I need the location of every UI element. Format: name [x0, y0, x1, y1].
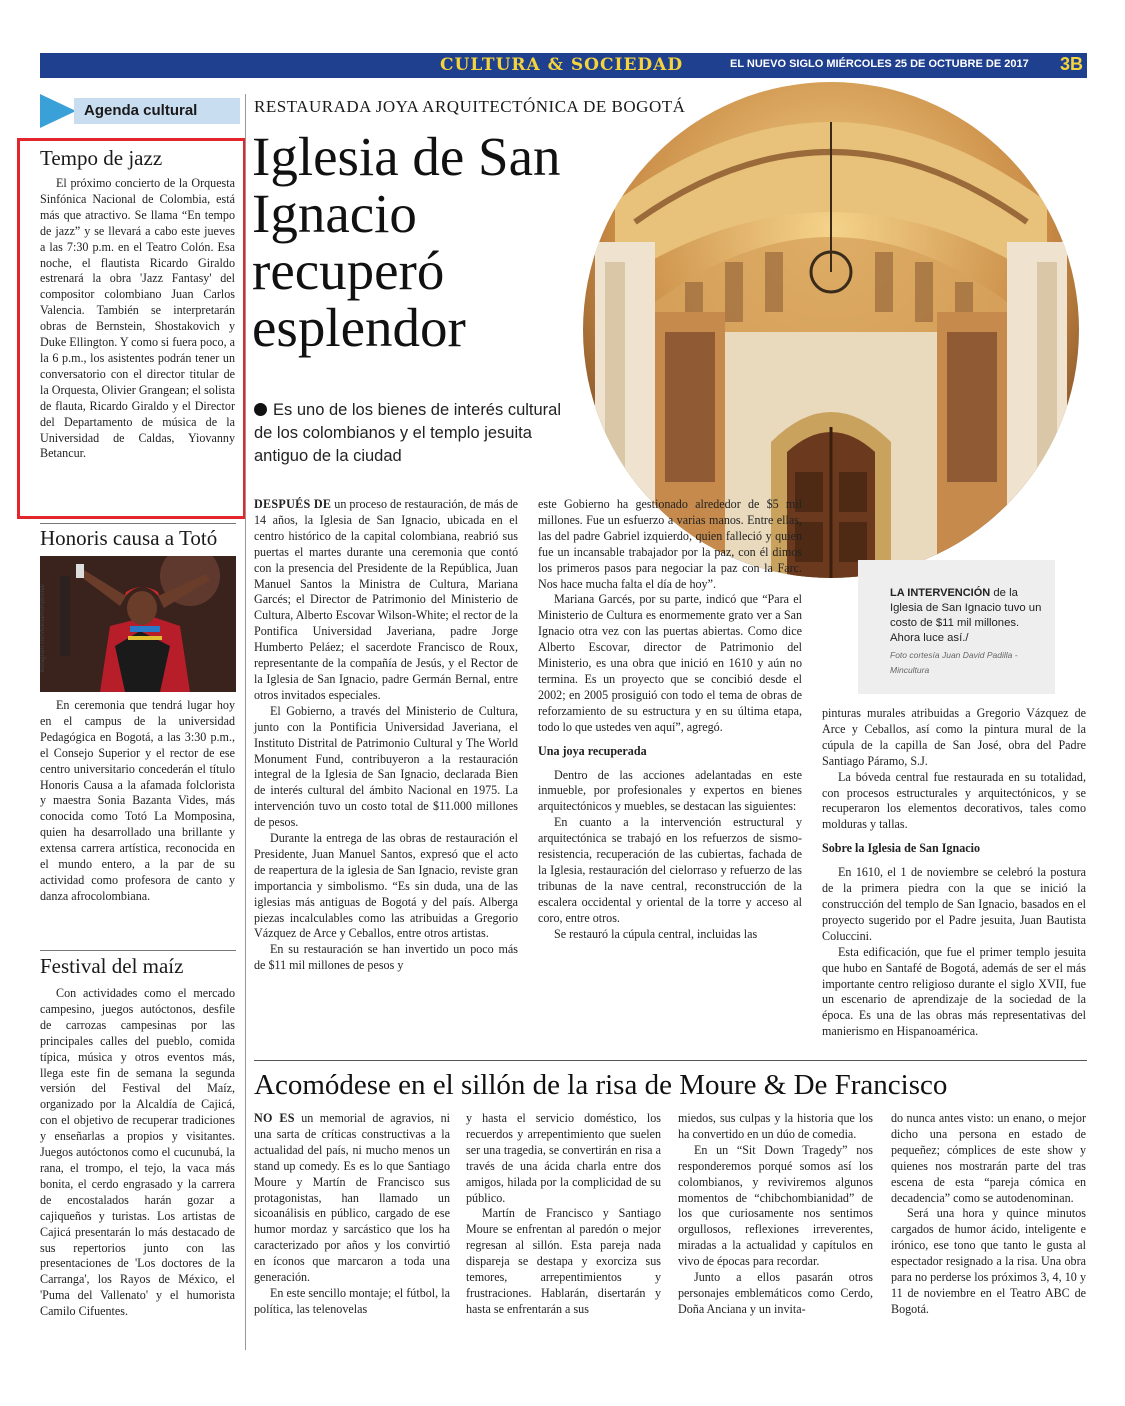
- agenda-item-title: Festival del maíz: [40, 954, 184, 978]
- divider: [40, 523, 236, 524]
- divider: [40, 950, 236, 951]
- photo-caption: [858, 560, 1055, 694]
- section-banner: [40, 53, 1087, 78]
- paragraph-text: un memorial de agravios, ni una sarta de críticas constructivas a la actualidad del país, ni mucho menos un stand up comedy. Es es lo que Santiago Moure y Martín de Francisco sus protagonistas, han llamado un sicoanálisis en público, cargado de ese humor mordaz y sarcástico que los ha caracterizado por años y los convirtió en íconos que marcaron a toda una generación.: [254, 1111, 450, 1285]
- section-title: CULTURA & SOCIEDAD: [440, 55, 684, 75]
- paragraph: El Gobierno, a través del Ministerio de Cultura, junto con la Pontificia Universidad Javeriana, el Instituto Distrital de Patrimonio Cultural y The World Monument Fund, contribuyeron a la restauración integral de la Iglesia de San Ignacio, declarada Bien de interés cultural del ámbito Nacional en 1975. La intervención tuvo un costo total de $11.000 millones de pesos.: [254, 703, 518, 830]
- date-line: EL NUEVO SIGLO MIÉRCOLES 25 DE OCTUBRE DE 2017: [730, 58, 1029, 70]
- second-article-headline: Acomódese en el sillón de la risa de Moure & De Francisco: [254, 1069, 948, 1101]
- lead-text: Es uno de los bienes de interés cultural de los colombianos y el templo jesuita antiguo de la ciudad: [254, 401, 562, 465]
- agenda-item-toto: [40, 698, 235, 905]
- article-kicker: RESTAURADA JOYA ARQUITECTÓNICA DE BOGOTÁ: [254, 97, 686, 116]
- agenda-item-title: Tempo de jazz: [40, 146, 163, 170]
- agenda-item-toto-title: [40, 526, 235, 550]
- agenda-label-box: [74, 98, 240, 124]
- agenda-label: Agenda cultural: [84, 102, 198, 119]
- paragraph: Esta edificación, que fue el primer templo jesuita que hubo en Santafé de Bogotá, además de ser el más importante centro religioso durante el siglo XVII, fue un escenario de aprendizaje de la sociedad de la época. Es una de las obras más representativas del manierismo en Hispanoamérica.: [822, 944, 1086, 1039]
- paragraph: En un “Sit Down Tragedy” nos responderemos porqué somos así los colombianos, y reviviremos algunos momentos de “chibchombianidad” de los que curiosamente nos sentimos orgullosos, reflexiones irreverentes, miradas a la actualidad y capítulos en vivo de épocas para recordar.: [678, 1142, 873, 1269]
- paragraph: miedos, sus culpas y la historia que los ha convertido en un dúo de comedia.: [678, 1111, 873, 1141]
- agenda-item-text: Con actividades como el mercado campesino, juegos autóctonos, desfile de carrozas campesinas por las principales calles del pueblo, comida típica, música y otros eventos más, llega este fin de semana la segunda versión del Festival del Maíz, organizado por la Alcaldía de Cajicá, con el objetivo de recuperar tradiciones y enseñarlas a propios y visitantes. Juegos autóctonos como el cucunubá, la rana, el trompo, el tejo, la vaca más bonita, el cerdo engrasado y la carrera de encostalados harán gozar a cajiqueños y turistas. Los artistas de Cajicá presentarán lo más destacado de sus repertorios junto con las presentaciones de 'Los doctores de la Carranga', los Rayos de México, el 'Puma del Vallenato' y el humorista Camilo Cifuentes.: [40, 986, 235, 1319]
- paragraph: En su restauración se han invertido un poco más de $11 mil millones de pesos y: [254, 942, 518, 973]
- paragraph: En 1610, el 1 de noviembre se celebró la postura de la primera piedra con la que se inició la construcción del templo de San Ignacio, basados en el proyecto sugerido por el Padre jesuita, Juan Bautista Coluccini.: [822, 865, 1086, 943]
- paragraph: Junto a ellos pasarán otros personajes emblemáticos como Cerdo, Doña Anciana y un invita-: [678, 1270, 873, 1316]
- paragraph-text: un proceso de restauración, de más de 14 años, la Iglesia de San Ignacio, ubicada en el centro histórico de la capital colombiana, reabrió sus puertas el martes durante una ceremonia que contó con la presencia del Presidente de la República, Juan Manuel Santos la Ministra de Cultura, Mariana Garcés; el Director de Patrimonio del Ministerio de Cultura, Alberto Escovar Wilson-White; el rector de la Pontifica Universidad Javeriana, padre Jorge Humberto Peláez; el sacerdote Francisco de Roux, representante de la compañía de Jesús, y el Rector de la Iglesia de San Ignacio, padre Germán Bernal, entre otros invitados especiales.: [254, 497, 518, 702]
- paragraph: Mariana Garcés, por su parte, indicó que “Para el Ministerio de Cultura es enormemente grato ver a San Ignacio otra vez con las puertas abiertas. Como dice Alberto Escovar, director de Patrimonio del Ministerio, es una obra que inició en 1610 y aún no termina. Es un proyecto que se concibió desde el 2002; en 2005 prosiguió con todo el tema de obras de reforzamiento de su estructura y en su última etapa, todo lo que ustedes ven aquí”, agregó.: [538, 592, 802, 734]
- paragraph: Se restauró la cúpula central, incluidas las: [554, 926, 758, 941]
- paragraph: En cuanto a la intervención estructural y arquitectónica se trabajó en los refuerzos de sismo-resistencia, recuperación de las cubiertas, fachada de la Iglesia, restauración del cielorraso y refuerzo de las tribunas de la nave central, reconstrucción de la escalera occidental y oriental de la torre y acceso al coro, entre otros.: [538, 815, 802, 925]
- lead-in: NO ES: [254, 1111, 295, 1125]
- article-lead: [254, 399, 574, 468]
- caption-body: de la Iglesia de San Ignacio tuvo un costo de $11 mil millones. Ahora luce así./: [890, 587, 1042, 644]
- paragraph: y hasta el servicio doméstico, los recuerdos y arrepentimiento que suelen ser una tragedia, se convertirán en risa a través de una ácida charla entre dos amigos, hilada por la complicidad de su público.: [466, 1111, 661, 1205]
- arrow-icon: [40, 94, 76, 128]
- second-article-column-4: [891, 1111, 1086, 1318]
- agenda-item-text: El próximo concierto de la Orquesta Sinfónica Nacional de Colombia, está más que atractivo. Se llama “En tempo de jazz” y se llevará a cabo este jueves a las 7:30 p.m. en el Teatro Colón. Esa noche, el flautista Ricardo Giraldo estrenará la obra 'Jazz Fantasy' del compositor colombiano Juan Carlos Valencia. También se interpretarán obras de Bernstein, Shostakovich y Duke Ellington. Y como si fuera poco, a la 6 p.m., los asistentes podrán tener un conversatorio con el director titular de la Orquesta, Olivier Grangean; el solista de flauta, Ricardo Giraldo y el Director del Departamento de música de la Universidad de Caldas, Yiovanny Betancur.: [40, 176, 235, 461]
- paragraph: [254, 497, 518, 704]
- agenda-item-title: Honoris causa a Totó: [40, 526, 218, 550]
- second-article-column-2: [466, 1111, 661, 1318]
- toto-photo: [40, 556, 236, 692]
- second-article-column-1: [254, 1111, 450, 1318]
- bullet-icon: [254, 403, 267, 416]
- paragraph: En este sencillo montaje; el fútbol, la política, las telenovelas: [254, 1285, 450, 1316]
- paragraph: do nunca antes visto: un enano, o mejor dicho una persona en estado de pequeñez; cómplices de este show y quienes nos mostrarán parte del tras escena de esta “pareja cómica en decadencia” como se autodenominan.: [891, 1111, 1086, 1205]
- photo-credit: instagram.com/totolamomposina/: [40, 584, 46, 673]
- agenda-tab: [40, 94, 240, 128]
- caption-head: LA INTERVENCIÓN: [890, 587, 991, 599]
- article-headline: Iglesia de San Ignacio recuperó esplendor: [252, 126, 561, 358]
- caption-text: [890, 586, 1045, 646]
- paragraph: La bóveda central fue restaurada en su totalidad, con procesos estructurales y arquitectónicos, y se recuperaron los elementos decorativos, tales como molduras y tallas.: [822, 769, 1086, 832]
- article-column-3: [822, 706, 1086, 1040]
- paragraph: Martín de Francisco y Santiago Moure se enfrentan al paredón o mejor regresan al sillón. Esta pareja nada dispareja se destapa y exorciza sus temores, arrepentimientos y frustraciones. Hablarán, disertarán y hasta se enfrentarán a sus: [466, 1206, 661, 1316]
- paragraph: Durante la entrega de las obras de restauración el Presidente, Juan Manuel Santos, expresó que el acto de reapertura de la iglesia de San Ignacio, reviste gran importancia y simbolismo. “Es sin duda, una de las iglesias más antiguas de Bogotá y del país. Alberga piezas incalculables como las atribuidas a Gregorio Vázquez de Arce y Ceballos, entre otros artistas.: [254, 831, 518, 941]
- paragraph: este Gobierno ha gestionado alrededor de $5 mil millones. Fue un esfuerzo a varias manos. Entre ellas, las del padre Gabriel izquierdo, quien falleció y quien fue un incansable trabajador por la paz, con él dimos los primeros pasos para negociar la paz con la Farc. Nos hace mucha falta el día de hoy”.: [538, 497, 802, 591]
- subhead: Una joya recuperada: [538, 743, 647, 758]
- page-number: 3B: [1059, 54, 1083, 74]
- paragraph: pinturas murales atribuidas a Gregorio Vázquez de Arce y Ceballos, así como la pintura mural de la cúpula de la capilla de San José, obra del Padre Santiago Páramo, S.J.: [822, 706, 1086, 768]
- article-column-1: [254, 497, 518, 974]
- article-column-2: [538, 497, 802, 942]
- agenda-item-jazz: [40, 146, 235, 462]
- agenda-item-maiz: [40, 954, 235, 1320]
- paragraph: [254, 1111, 450, 1286]
- caption-credit: Foto cortesía Juan David Padilla - Mincultura: [890, 650, 1018, 675]
- section-divider: [254, 1060, 1087, 1061]
- second-article-column-3: [678, 1111, 873, 1318]
- subhead: Sobre la Iglesia de San Ignacio: [822, 841, 981, 856]
- paragraph: Será una hora y quince minutos cargados de humor ácido, inteligente e irónico, ese tono que tanto le gusta al espectador resignado a la risa. Una obra para no perderse los próximos 3, 4, 10 y 11 de noviembre en el Teatro ABC de Bogotá.: [891, 1206, 1086, 1316]
- lead-in: DESPUÉS DE: [254, 497, 332, 511]
- column-divider: [245, 94, 246, 1350]
- agenda-item-text: En ceremonia que tendrá lugar hoy en el campus de la universidad Pedagógica en Bogotá, a las 3:30 p.m., el Consejo Superior y el rector de ese centro universitario concederán el título Honoris Causa a la afamada folclorista y maestra Sonia Bazanta Vides, más conocida como Totó La Momposina, quien ha desarrollado una brillante y extensa carrera artística, reconocida en el mundo entero, a la par de su actividad como profesora de canto y danza afrocolombiana.: [40, 698, 235, 903]
- paragraph: Dentro de las acciones adelantadas en este inmueble, por profesionales y expertos en bienes arquitectónicos y muebles, se destacan las siguientes:: [538, 767, 802, 814]
